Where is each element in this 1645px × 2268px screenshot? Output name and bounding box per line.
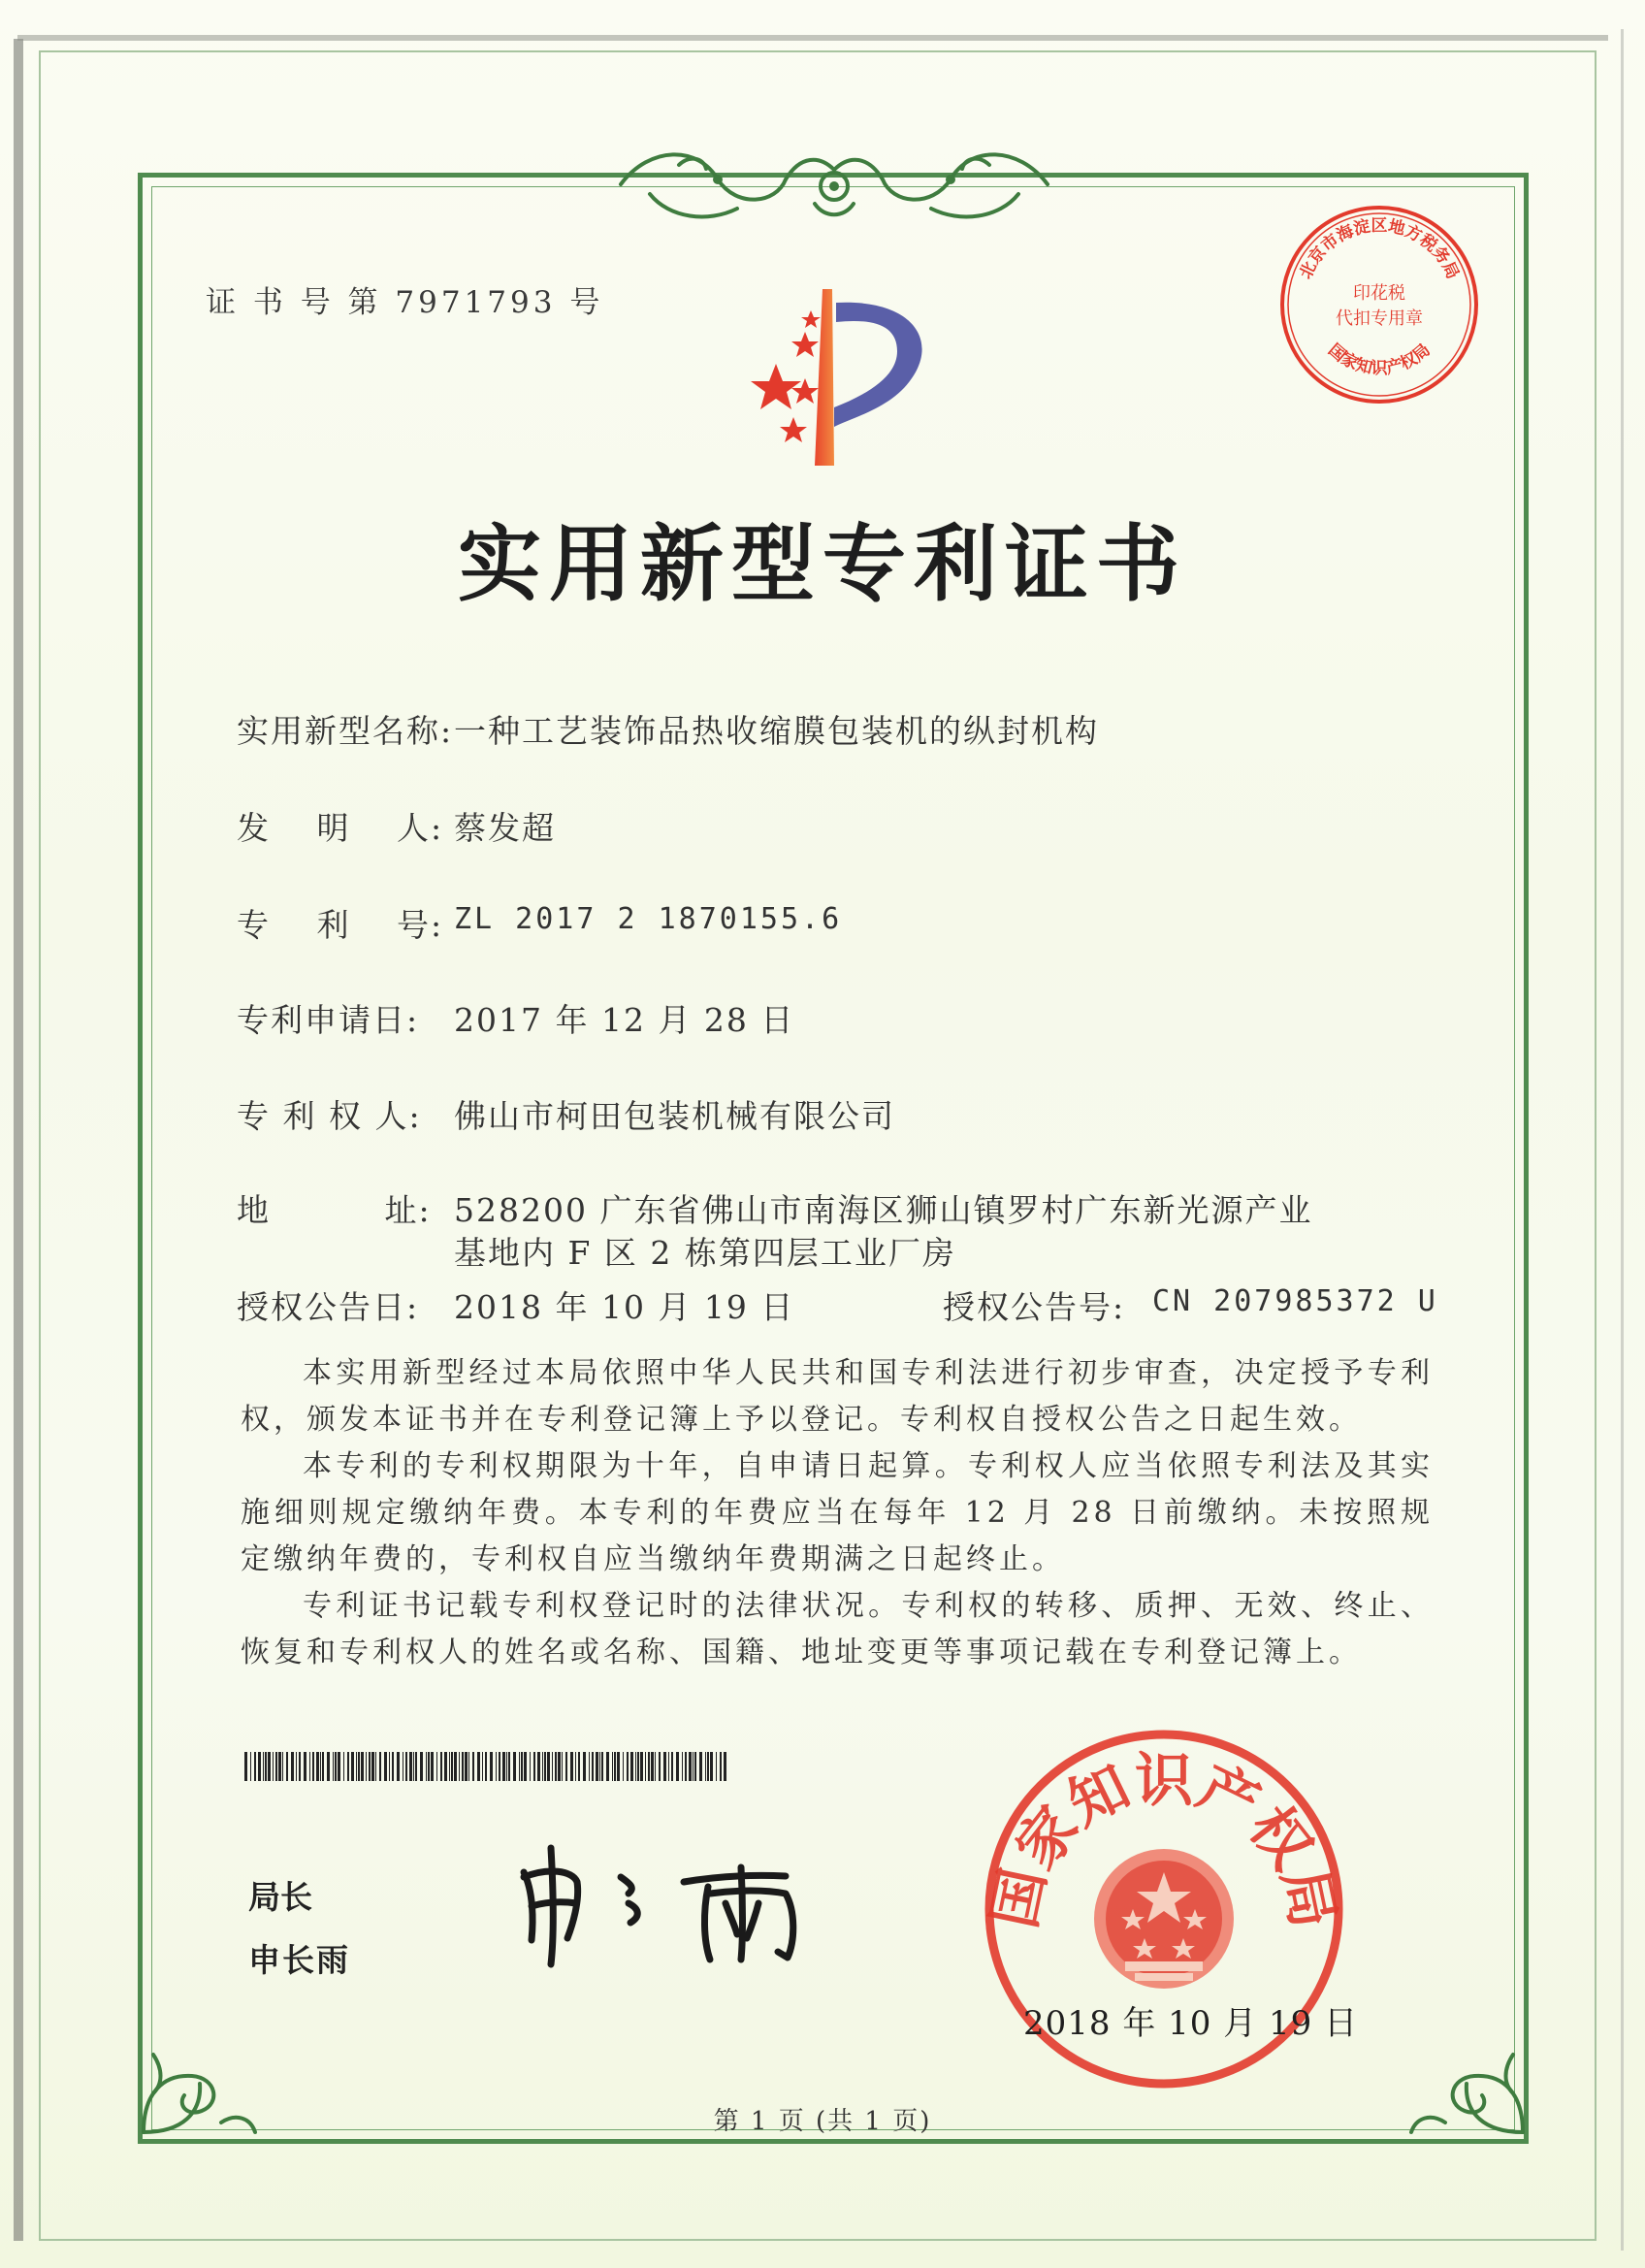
barcode-bar (420, 1752, 423, 1781)
barcode-bar (278, 1752, 281, 1781)
patent-number-value: ZL 2017 2 1870155.6 (454, 902, 843, 936)
patentee-label: 专 利 权 人: (237, 1097, 422, 1135)
barcode-bar (436, 1752, 437, 1781)
barcode-bar (351, 1752, 354, 1781)
barcode-bar (490, 1752, 493, 1781)
patentee-value: 佛山市柯田包装机械有限公司 (454, 1097, 895, 1135)
barcode-bar (565, 1752, 567, 1781)
seal-text: 国家知识产权局 (980, 1747, 1348, 1934)
barcode-bar (347, 1752, 349, 1781)
tax-stamp-line1: 印花税 (1353, 283, 1405, 304)
filing-date-value: 2017 年 12 月 28 日 (454, 1001, 795, 1039)
barcode-bar (356, 1752, 357, 1781)
barcode-bar (291, 1752, 294, 1781)
barcode-bar (405, 1752, 407, 1781)
scan-edge-top (17, 35, 1608, 41)
barcode-bar (506, 1752, 507, 1781)
tax-stamp (1276, 202, 1482, 407)
barcode-bar (570, 1752, 573, 1781)
barcode-bar (694, 1752, 696, 1781)
barcode-bar (459, 1752, 460, 1781)
barcode-bar (499, 1752, 500, 1781)
barcode-bar (508, 1752, 510, 1781)
barcode-bar (637, 1752, 639, 1781)
barcode-bar (299, 1752, 301, 1781)
barcode-bar (392, 1752, 394, 1781)
barcode-bar (343, 1752, 344, 1781)
barcode-bar (513, 1752, 516, 1781)
barcode-bar (468, 1752, 469, 1781)
barcode-bar (699, 1752, 702, 1781)
seal-date: 2018 年 10 月 19 日 (1023, 2004, 1359, 2043)
barcode (244, 1752, 729, 1781)
barcode-bar (630, 1752, 633, 1781)
patent-emblem-icon (708, 281, 951, 475)
barcode-bar (612, 1752, 613, 1781)
grant-number-label: 授权公告号: (943, 1288, 1126, 1326)
inventor-label: 发 明 人: (237, 809, 444, 847)
handwritten-signature (504, 1833, 854, 1969)
tax-stamp-line2: 代扣专用章 (1336, 308, 1423, 329)
barcode-bar (263, 1752, 264, 1781)
barcode-bar (366, 1752, 367, 1781)
barcode-bar (265, 1752, 267, 1781)
scan-edge-left (14, 39, 23, 2241)
name-label: 实用新型名称: (237, 712, 454, 750)
barcode-bar (444, 1752, 447, 1781)
barcode-bar (415, 1752, 417, 1781)
barcode-bar (258, 1752, 261, 1781)
barcode-bar (663, 1752, 666, 1781)
barcode-bar (449, 1752, 450, 1781)
barcode-bar (413, 1752, 414, 1781)
tax-stamp-outer-text: 北京市海淀区地方税务局 (1296, 216, 1463, 282)
barcode-bar (575, 1752, 576, 1781)
barcode-bar (655, 1752, 656, 1781)
name-value: 一种工艺装饰品热收缩膜包装机的纵封机构 (454, 712, 1099, 750)
certificate-number: 证 书 号 第 7971793 号 (206, 285, 604, 320)
barcode-bar (705, 1752, 706, 1781)
tax-stamp-bottom-text: 国家知识产权局 (1324, 340, 1435, 379)
barcode-bar (596, 1752, 598, 1781)
barcode-bar (521, 1752, 523, 1781)
barcode-bar (320, 1752, 321, 1781)
barcode-bar (322, 1752, 324, 1781)
svg-text:国家知识产权局 (1324, 340, 1434, 378)
barcode-bar (496, 1752, 497, 1781)
barcode-bar (502, 1752, 505, 1781)
barcode-bar (617, 1752, 620, 1781)
address-line-2: 基地内 F 区 2 栋第四层工业厂房 (454, 1234, 956, 1272)
barcode-bar (389, 1752, 390, 1781)
barcode-bar (333, 1752, 334, 1781)
barcode-bar (648, 1752, 650, 1781)
barcode-bar (268, 1752, 271, 1781)
scan-edge-right (1621, 29, 1624, 2251)
barcode-bar (254, 1752, 256, 1781)
barcode-bar (578, 1752, 580, 1781)
barcode-bar (482, 1752, 483, 1781)
barcode-bar (316, 1752, 319, 1781)
barcode-bar (676, 1752, 679, 1781)
patent-number-label: 专 利 号: (237, 906, 444, 944)
barcode-bar (426, 1752, 427, 1781)
barcode-bar (533, 1752, 535, 1781)
address-line-1: 528200 广东省佛山市南海区狮山镇罗村广东新光源产业 (454, 1191, 1313, 1229)
barcode-bar (682, 1752, 683, 1781)
barcode-bar (451, 1752, 453, 1781)
certificate-body (241, 1350, 1434, 1676)
barcode-bar (338, 1752, 340, 1781)
barcode-bar (335, 1752, 337, 1781)
barcode-bar (668, 1752, 669, 1781)
barcode-bar (519, 1752, 520, 1781)
barcode-bar (583, 1752, 586, 1781)
barcode-bar (547, 1752, 550, 1781)
body-paragraph-1: 本实用新型经过本局依照中华人民共和国专利法进行初步审查，决定授予专利权，颁发本证书并在专利登记簿上予以登记。专利权自授权公告之日起生效。 (241, 1356, 1434, 1437)
barcode-bar (685, 1752, 687, 1781)
page-number: 第 1 页 (共 1 页) (713, 2107, 932, 2136)
barcode-bar (397, 1752, 400, 1781)
barcode-bar (477, 1752, 480, 1781)
barcode-bar (720, 1752, 722, 1781)
body-paragraph-3: 专利证书记载专利权登记时的法律状况。专利权的转移、质押、无效、终止、恢复和专利权人的姓名或名称、国籍、地址变更等事项记载在专利登记簿上。 (241, 1589, 1434, 1669)
barcode-bar (327, 1752, 330, 1781)
barcode-bar (651, 1752, 654, 1781)
barcode-bar (312, 1752, 314, 1781)
barcode-bar (375, 1752, 376, 1781)
barcode-bar (599, 1752, 600, 1781)
barcode-bar (282, 1752, 283, 1781)
barcode-bar (273, 1752, 274, 1781)
barcode-bar (369, 1752, 371, 1781)
barcode-bar (544, 1752, 546, 1781)
barcode-bar (645, 1752, 646, 1781)
body-paragraph-2: 本专利的专利权期限为十年，自申请日起算。专利权人应当依照专利法及其实施细则规定缴纳年费。本专利的年费应当在每年 12 月 28 日前缴纳。未按照规定缴纳年费的，专利权自应当缴纳年费期满之日起终止。 (241, 1449, 1434, 1576)
barcode-bar (275, 1752, 277, 1781)
barcode-bar (472, 1752, 474, 1781)
barcode-bar (689, 1752, 692, 1781)
barcode-bar (537, 1752, 540, 1781)
barcode-bar (555, 1752, 557, 1781)
barcode-bar (409, 1752, 412, 1781)
barcode-bar (250, 1752, 251, 1781)
barcode-bar (524, 1752, 527, 1781)
barcode-bar (440, 1752, 442, 1781)
barcode-bar (431, 1752, 434, 1781)
barcode-bar (462, 1752, 464, 1781)
barcode-bar (592, 1752, 594, 1781)
barcode-bar (589, 1752, 590, 1781)
barcode-bar (552, 1752, 553, 1781)
certificate-title: 实用新型专利证书 (458, 515, 1187, 613)
barcode-bar (304, 1752, 306, 1781)
barcode-bar (379, 1752, 381, 1781)
barcode-bar (640, 1752, 643, 1781)
barcode-bar (558, 1752, 561, 1781)
barcode-bar (465, 1752, 468, 1781)
barcode-bar (671, 1752, 673, 1781)
barcode-bar (606, 1752, 609, 1781)
barcode-bar (309, 1752, 310, 1781)
barcode-bar (361, 1752, 364, 1781)
grant-date-value: 2018 年 10 月 19 日 (454, 1288, 795, 1326)
barcode-bar (724, 1752, 726, 1781)
barcode-bar (601, 1752, 603, 1781)
barcode-bar (623, 1752, 624, 1781)
national-emblem-icon (1094, 1849, 1234, 1989)
barcode-bar (454, 1752, 457, 1781)
barcode-bar (530, 1752, 531, 1781)
barcode-bar (358, 1752, 360, 1781)
filing-date-label: 专利申请日: (237, 1001, 420, 1039)
barcode-bar (542, 1752, 543, 1781)
barcode-bar (659, 1752, 661, 1781)
barcode-bar (707, 1752, 709, 1781)
barcode-bar (485, 1752, 487, 1781)
barcode-bar (428, 1752, 430, 1781)
barcode-bar (296, 1752, 297, 1781)
barcode-bar (614, 1752, 616, 1781)
barcode-bar (562, 1752, 563, 1781)
top-ornament (592, 126, 1077, 233)
grant-number-value: CN 207985372 U (1152, 1284, 1438, 1318)
barcode-bar (286, 1752, 288, 1781)
barcode-bar (635, 1752, 636, 1781)
director-title: 局长 (248, 1878, 312, 1916)
barcode-bar (627, 1752, 629, 1781)
barcode-bar (710, 1752, 713, 1781)
grant-date-label: 授权公告日: (237, 1288, 420, 1326)
barcode-bar (244, 1752, 247, 1781)
barcode-bar (371, 1752, 374, 1781)
barcode-bar (716, 1752, 717, 1781)
barcode-bar (384, 1752, 387, 1781)
director-name: 申长雨 (248, 1941, 350, 1979)
inventor-value: 蔡发超 (454, 809, 556, 847)
address-label: 地 址: (237, 1191, 432, 1229)
